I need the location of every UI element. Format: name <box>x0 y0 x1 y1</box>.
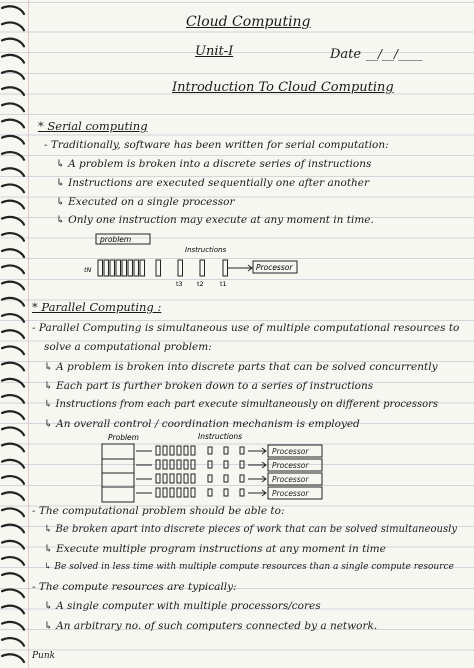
parallel-instruction-bar <box>208 461 212 468</box>
spiral-ring <box>2 265 24 273</box>
spiral-ring <box>2 330 24 338</box>
parallel-diagram <box>96 432 346 504</box>
serial-n-label: tN <box>84 266 92 274</box>
spiral-ring <box>2 346 24 354</box>
req-line: ↳ Be solved in less time with multiple compute resources than a single compute resource <box>44 562 454 572</box>
parallel-instruction-bar <box>240 489 244 496</box>
parallel-line: ↳ A problem is broken into discrete parts that can be solved concurrently <box>44 361 438 373</box>
serial-line: ↳ Instructions are executed sequentially one after another <box>56 177 370 189</box>
serial-heading: * Serial computing <box>38 119 148 133</box>
spiral-ring <box>2 71 24 79</box>
serial-problem-label: problem <box>100 235 132 244</box>
serial-instruction-bar <box>134 260 139 276</box>
spiral-ring <box>2 638 24 646</box>
serial-tick-t1: t1 <box>220 280 227 288</box>
spiral-ring <box>2 87 24 95</box>
serial-instruction-bar <box>116 260 121 276</box>
parallel-instruction-bar <box>170 474 174 483</box>
serial-tick-t3: t3 <box>176 280 183 288</box>
spiral-ring <box>2 201 24 209</box>
spiral-ring <box>2 460 24 468</box>
serial-diagram <box>80 228 310 292</box>
parallel-instructions-label: Instructions <box>198 432 243 441</box>
parallel-processor-label: Processor <box>272 461 309 470</box>
margin-line <box>28 0 29 668</box>
spiral-ring <box>2 233 24 241</box>
serial-instruction-bar <box>98 260 103 276</box>
parallel-instruction-bar <box>156 460 160 469</box>
serial-instruction-bar <box>110 260 115 276</box>
parallel-instruction-bar <box>177 474 181 483</box>
parallel-line: ↳ An overall control / coordination mechanism is employed <box>44 418 360 430</box>
parallel-instruction-bar <box>177 488 181 497</box>
parallel-instruction-bar <box>177 460 181 469</box>
parallel-instruction-bar <box>184 488 188 497</box>
req-line: ↳ Execute multiple program instructions at any moment in time <box>44 543 386 555</box>
spiral-ring <box>2 314 24 322</box>
serial-instruction-bar <box>156 260 161 276</box>
spiral-ring <box>2 476 24 484</box>
spiral-ring <box>2 606 24 614</box>
serial-line: ↳ Executed on a single processor <box>56 196 235 208</box>
serial-instruction-bar <box>200 260 205 276</box>
parallel-instruction-bar <box>163 488 167 497</box>
spiral-ring <box>2 249 24 257</box>
req-line: - The computational problem should be able to: <box>32 505 285 517</box>
parallel-line: - Parallel Computing is simultaneous use of multiple computational resources to <box>32 322 460 334</box>
parallel-instruction-bar <box>156 446 160 455</box>
date-label: Date <box>330 47 362 62</box>
parallel-processor-label: Processor <box>272 447 309 456</box>
serial-processor-label: Processor <box>256 263 293 272</box>
spiral-ring <box>2 168 24 176</box>
parallel-problem-label: Problem <box>108 433 139 442</box>
parallel-instruction-bar <box>163 474 167 483</box>
spiral-ring <box>2 217 24 225</box>
spiral-ring <box>2 557 24 565</box>
serial-line: ↳ Only one instruction may execute at any moment in time. <box>56 214 374 226</box>
spiral-ring <box>2 120 24 128</box>
serial-line: ↳ A problem is broken into a discrete series of instructions <box>56 158 372 170</box>
parallel-instruction-bar <box>156 474 160 483</box>
parallel-instruction-bar <box>224 447 228 454</box>
serial-line: - Traditionally, software has been written for serial computation: <box>44 139 389 151</box>
serial-instruction-bar <box>104 260 109 276</box>
spiral-ring <box>2 22 24 30</box>
spiral-ring <box>2 411 24 419</box>
spiral-ring <box>2 573 24 581</box>
spiral-ring <box>2 492 24 500</box>
spiral-ring <box>2 427 24 435</box>
serial-instruction-bar <box>140 260 145 276</box>
spiral-ring <box>2 103 24 111</box>
spiral-ring <box>2 363 24 371</box>
spiral-binding <box>0 0 26 668</box>
spiral-ring <box>2 622 24 630</box>
parallel-instruction-bar <box>224 475 228 482</box>
parallel-instruction-bar <box>191 488 195 497</box>
parallel-instruction-bar <box>163 446 167 455</box>
serial-instruction-bar <box>122 260 127 276</box>
serial-instruction-bar <box>128 260 133 276</box>
parallel-instruction-bar <box>240 447 244 454</box>
spiral-ring <box>2 395 24 403</box>
spiral-ring <box>2 541 24 549</box>
parallel-instruction-bar <box>240 475 244 482</box>
parallel-line: solve a computational problem: <box>44 341 212 353</box>
spiral-ring <box>2 6 24 14</box>
serial-tick-t2: t2 <box>197 280 204 288</box>
parallel-instruction-bar <box>170 446 174 455</box>
parallel-processor-label: Processor <box>272 475 309 484</box>
parallel-instruction-bar <box>184 474 188 483</box>
spiral-ring <box>2 379 24 387</box>
parallel-instruction-bar <box>170 460 174 469</box>
parallel-instruction-bar <box>240 461 244 468</box>
req-line: ↳ An arbitrary no. of such computers connected by a network. <box>44 620 378 632</box>
req-line: ↳ A single computer with multiple processors/cores <box>44 600 321 612</box>
parallel-instruction-bar <box>191 460 195 469</box>
parallel-instruction-bar <box>208 489 212 496</box>
page-title: Cloud Computing <box>186 14 311 30</box>
spiral-ring <box>2 282 24 290</box>
spiral-ring <box>2 184 24 192</box>
spiral-ring <box>2 298 24 306</box>
spiral-ring <box>2 39 24 47</box>
spiral-ring <box>2 136 24 144</box>
spiral-ring <box>2 444 24 452</box>
parallel-instruction-bar <box>156 488 160 497</box>
spiral-ring <box>2 508 24 516</box>
parallel-instruction-bar <box>177 446 181 455</box>
serial-instruction-bar <box>178 260 183 276</box>
req-line: ↳ Be broken apart into discrete pieces of work that can be solved simultaneously <box>44 524 457 535</box>
spiral-ring <box>2 525 24 533</box>
spiral-ring <box>2 152 24 160</box>
req-line: - The compute resources are typically: <box>32 581 237 593</box>
parallel-instruction-bar <box>163 460 167 469</box>
parallel-processor-label: Processor <box>272 489 309 498</box>
parallel-heading: * Parallel Computing : <box>32 300 162 314</box>
spiral-ring <box>2 654 24 662</box>
topic-title: Introduction To Cloud Computing <box>172 80 394 95</box>
parallel-instruction-bar <box>224 461 228 468</box>
parallel-instruction-bar <box>191 474 195 483</box>
parallel-instruction-bar <box>184 460 188 469</box>
signature: Punk <box>32 651 56 661</box>
parallel-instruction-bar <box>184 446 188 455</box>
parallel-instruction-bar <box>191 446 195 455</box>
spiral-ring <box>2 589 24 597</box>
parallel-instruction-bar <box>208 447 212 454</box>
parallel-line: ↳ Each part is further broken down to a series of instructions <box>44 380 374 392</box>
date-value: __/__/____ <box>366 47 423 61</box>
spiral-ring <box>2 55 24 63</box>
unit-label: Unit-I <box>195 44 234 59</box>
serial-instruction-bar <box>223 260 228 276</box>
parallel-line: ↳ Instructions from each part execute simultaneously on different processors <box>44 399 439 410</box>
serial-instructions-label: Instructions <box>185 246 227 254</box>
parallel-instruction-bar <box>208 475 212 482</box>
parallel-instruction-bar <box>170 488 174 497</box>
parallel-instruction-bar <box>224 489 228 496</box>
